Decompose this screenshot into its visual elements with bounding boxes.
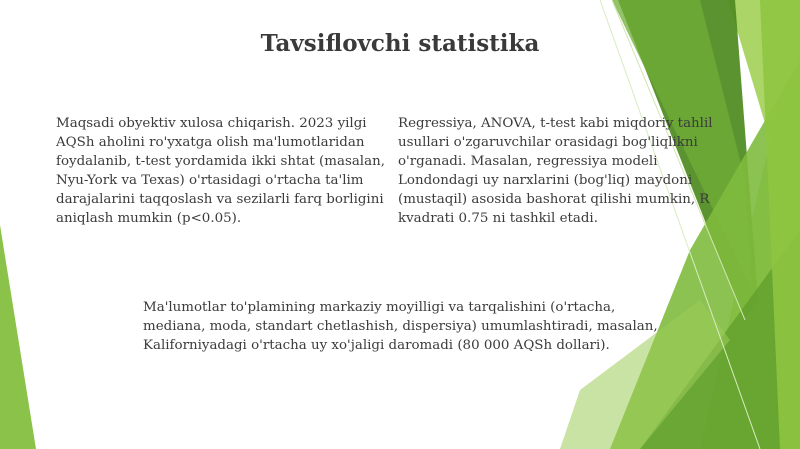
paragraph-right: Regressiya, ANOVA, t-test kabi miqdoriy tahlil usullari o'zgaruvchilar orasidagi bog'liqlikni o'rganadi. Masalan, regressiya modeli Londondagi uy narxlarini (bog'liq) maydoni (mustaqil) asosida bashorat qilishi mumkin, R kvadrati 0.75 ni tashkil etadi. xyxy=(398,116,713,226)
slide-title: Tavsiflovchi statistika xyxy=(260,30,540,57)
facet-left-edge xyxy=(0,225,36,449)
paragraph-bottom: Ma'lumotlar to'plamining markaziy moyilligi va tarqalishini (o'rtacha, mediana, moda, standart chetlashish, dispersiya) umumlashtiradi, masalan, Kaliforniyadagi o'rtacha uy xo'jaligi daromadi (80 000 AQSh dollari). xyxy=(143,300,658,353)
paragraph-left: Maqsadi obyektiv xulosa chiqarish. 2023 yilgi AQSh aholini ro'yxatga olish ma'lumotlaridan foydalanib, t-test yordamida ikki shtat (masalan, Nyu-York va Texas) o'rtasidagi o'rtacha ta'lim darajalarini taqqoslash va sezilarli farq borligini aniqlash mumkin (p<0.05). xyxy=(56,116,385,226)
